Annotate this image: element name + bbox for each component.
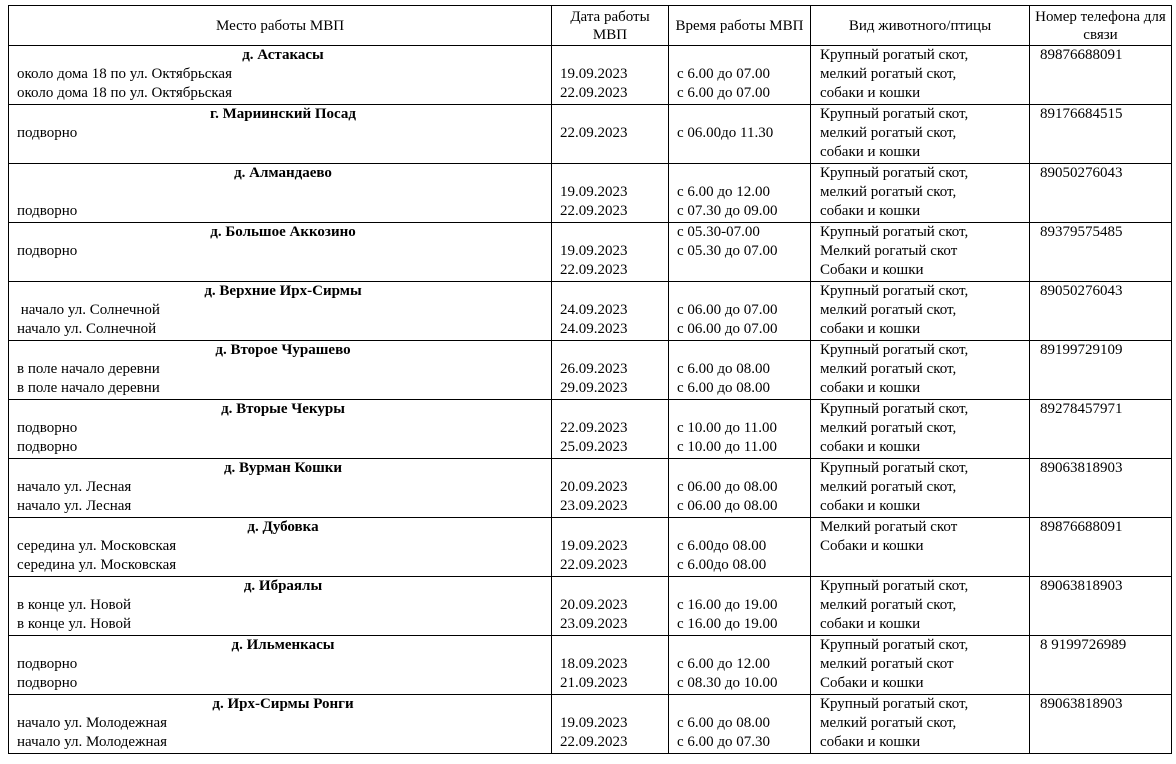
animal-line: Крупный рогатый скот, — [820, 224, 969, 240]
date-line — [560, 341, 666, 360]
phone-cell — [1030, 341, 1172, 400]
time-line — [677, 261, 808, 280]
animal-line — [820, 556, 1027, 575]
date-cell — [552, 400, 669, 459]
place-cell — [9, 695, 552, 754]
phone-number: 89876688091 — [1040, 47, 1123, 63]
place-line: начало ул. Солнечной — [17, 321, 157, 338]
phone-number: 89176684515 — [1040, 106, 1123, 122]
table-row — [9, 46, 1172, 105]
date-cell — [552, 636, 669, 695]
animal-line: Мелкий рогатый скот — [820, 519, 958, 535]
animal-cell — [811, 695, 1030, 754]
date-line: 24.09.2023 — [560, 321, 628, 338]
date-line — [560, 459, 666, 478]
table-row — [9, 459, 1172, 518]
date-line: 23.09.2023 — [560, 616, 628, 633]
animal-line: собаки и кошки — [820, 498, 921, 515]
table-row — [9, 636, 1172, 695]
animal-cell — [811, 164, 1030, 223]
header-phone: Номер телефона для связи — [1030, 6, 1172, 46]
phone-cell — [1030, 459, 1172, 518]
time-cell — [669, 695, 811, 754]
table-row — [9, 223, 1172, 282]
header-animal: Вид животного/птицы — [811, 6, 1030, 46]
time-cell — [669, 282, 811, 341]
animal-cell — [811, 223, 1030, 282]
date-line: 20.09.2023 — [560, 479, 628, 496]
time-line: с 06.00 до 07.00 — [677, 321, 778, 338]
animal-cell — [811, 341, 1030, 400]
time-cell — [669, 46, 811, 105]
time-line: с 6.00 до 12.00 — [677, 656, 771, 673]
time-line — [677, 282, 808, 301]
date-cell — [552, 341, 669, 400]
location-title: д. Ирх-Сирмы Ронги — [212, 696, 354, 712]
animal-cell — [811, 636, 1030, 695]
place-line: начало ул. Лесная — [17, 479, 132, 496]
time-line — [677, 400, 808, 419]
animal-line: Крупный рогатый скот, — [820, 460, 969, 476]
table-row — [9, 400, 1172, 459]
date-line: 18.09.2023 — [560, 656, 628, 673]
animal-line: Крупный рогатый скот, — [820, 696, 969, 712]
time-line: с 6.00 до 07.00 — [677, 85, 771, 102]
time-cell — [669, 459, 811, 518]
time-cell — [669, 223, 811, 282]
place-line: в поле начало деревни — [17, 380, 160, 397]
time-line: с 6.00до 08.00 — [677, 557, 767, 574]
time-line — [677, 105, 808, 124]
date-line: 22.09.2023 — [560, 420, 628, 437]
date-line — [560, 164, 666, 183]
time-cell — [669, 636, 811, 695]
date-line: 22.09.2023 — [560, 262, 628, 279]
phone-number: 89199729109 — [1040, 342, 1123, 358]
schedule-table — [8, 5, 1172, 754]
animal-cell — [811, 105, 1030, 164]
date-line — [560, 143, 666, 162]
date-line — [560, 282, 666, 301]
table-row — [9, 164, 1172, 223]
animal-line: мелкий рогатый скот, — [820, 125, 957, 142]
header-time: Время работы МВП — [669, 6, 811, 46]
date-line — [560, 518, 666, 537]
time-line — [677, 518, 808, 537]
time-line: с 05.30 до 07.00 — [677, 243, 778, 260]
place-line: в конце ул. Новой — [17, 616, 131, 633]
animal-line: собаки и кошки — [820, 734, 921, 751]
time-cell — [669, 341, 811, 400]
date-line: 21.09.2023 — [560, 675, 628, 692]
place-line: около дома 18 по ул. Октябрьская — [17, 85, 232, 102]
date-line — [560, 636, 666, 655]
time-cell — [669, 577, 811, 636]
date-line: 22.09.2023 — [560, 203, 628, 220]
place-line: подворно — [17, 243, 78, 260]
place-line: начало ул. Молодежная — [17, 734, 168, 751]
phone-number: 89063818903 — [1040, 460, 1123, 476]
time-line: с 08.30 до 10.00 — [677, 675, 778, 692]
time-line: с 06.00 до 08.00 — [677, 498, 778, 515]
schedule-document — [8, 5, 1171, 754]
place-line: подворно — [17, 125, 78, 142]
date-line — [560, 695, 666, 714]
time-line — [677, 46, 808, 65]
animal-line: Крупный рогатый скот, — [820, 578, 969, 594]
time-line — [677, 459, 808, 478]
animal-line: мелкий рогатый скот — [820, 656, 954, 673]
date-cell — [552, 105, 669, 164]
place-line: подворно — [17, 420, 78, 437]
date-cell — [552, 223, 669, 282]
place-cell — [9, 223, 552, 282]
animal-line: Крупный рогатый скот, — [820, 47, 969, 63]
date-cell — [552, 164, 669, 223]
date-line: 19.09.2023 — [560, 243, 628, 260]
time-line — [677, 636, 808, 655]
place-cell — [9, 105, 552, 164]
place-line: около дома 18 по ул. Октябрьская — [17, 66, 232, 83]
place-line: в конце ул. Новой — [17, 597, 131, 614]
date-line: 19.09.2023 — [560, 538, 628, 555]
animal-line: Крупный рогатый скот, — [820, 342, 969, 358]
time-cell — [669, 164, 811, 223]
date-cell — [552, 282, 669, 341]
table-row — [9, 695, 1172, 754]
date-line: 25.09.2023 — [560, 439, 628, 456]
location-title: д. Алмандаево — [234, 165, 332, 181]
place-cell — [9, 282, 552, 341]
animal-line: мелкий рогатый скот, — [820, 479, 957, 496]
animal-line: Крупный рогатый скот, — [820, 165, 969, 181]
animal-cell — [811, 459, 1030, 518]
time-line: с 6.00 до 12.00 — [677, 184, 771, 201]
time-line: с 6.00 до 08.00 — [677, 361, 771, 378]
date-cell — [552, 695, 669, 754]
location-title: д. Вурман Кошки — [223, 460, 343, 476]
place-line: подворно — [17, 439, 78, 456]
date-line: 29.09.2023 — [560, 380, 628, 397]
animal-cell — [811, 400, 1030, 459]
header-row — [9, 6, 1172, 46]
date-line: 22.09.2023 — [560, 125, 628, 142]
table-row — [9, 341, 1172, 400]
animal-line: Крупный рогатый скот, — [820, 283, 969, 299]
time-line — [677, 695, 808, 714]
phone-number: 89050276043 — [1040, 165, 1123, 181]
phone-cell — [1030, 105, 1172, 164]
time-line: с 6.00 до 08.00 — [677, 380, 771, 397]
phone-number: 8 9199726989 — [1040, 637, 1127, 653]
date-cell — [552, 459, 669, 518]
location-title: д. Вторые Чекуры — [221, 401, 345, 417]
time-line: с 07.30 до 09.00 — [677, 203, 778, 220]
animal-line: собаки и кошки — [820, 85, 921, 102]
place-cell — [9, 636, 552, 695]
time-line — [677, 577, 808, 596]
time-cell — [669, 105, 811, 164]
date-line: 23.09.2023 — [560, 498, 628, 515]
time-line: с 16.00 до 19.00 — [677, 616, 778, 633]
time-line: с 6.00 до 07.30 — [677, 734, 771, 751]
date-line — [560, 400, 666, 419]
location-title: д. Ильменкасы — [231, 637, 335, 653]
place-line: подворно — [17, 675, 78, 692]
animal-line: мелкий рогатый скот, — [820, 715, 957, 732]
table-row — [9, 105, 1172, 164]
place-cell — [9, 46, 552, 105]
date-line — [560, 577, 666, 596]
phone-cell — [1030, 46, 1172, 105]
time-line: с 06.00 до 08.00 — [677, 479, 778, 496]
date-line — [560, 105, 666, 124]
date-line: 20.09.2023 — [560, 597, 628, 614]
place-line — [17, 261, 549, 280]
animal-line: Собаки и кошки — [820, 262, 924, 279]
phone-cell — [1030, 164, 1172, 223]
time-cell — [669, 518, 811, 577]
time-line: с 16.00 до 19.00 — [677, 597, 778, 614]
animal-line: собаки и кошки — [820, 321, 921, 338]
phone-cell — [1030, 695, 1172, 754]
animal-line: Собаки и кошки — [820, 538, 924, 555]
phone-number: 89050276043 — [1040, 283, 1123, 299]
animal-line: Крупный рогатый скот, — [820, 637, 969, 653]
location-title: д. Дубовка — [247, 519, 319, 535]
place-cell — [9, 518, 552, 577]
place-line: подворно — [17, 203, 78, 220]
date-line: 19.09.2023 — [560, 184, 628, 201]
date-line: 22.09.2023 — [560, 734, 628, 751]
phone-cell — [1030, 223, 1172, 282]
time-line: с 06.00до 11.30 — [677, 125, 774, 142]
time-line: с 6.00 до 07.00 — [677, 66, 771, 83]
animal-line: Мелкий рогатый скот — [820, 243, 958, 260]
phone-number: 89379575485 — [1040, 224, 1123, 240]
date-line: 22.09.2023 — [560, 557, 628, 574]
time-line: с 10.00 до 11.00 — [677, 420, 777, 437]
date-line: 22.09.2023 — [560, 85, 628, 102]
phone-number: 89063818903 — [1040, 578, 1123, 594]
animal-line: собаки и кошки — [820, 203, 921, 220]
table-row — [9, 577, 1172, 636]
time-line: с 10.00 до 11.00 — [677, 439, 777, 456]
time-line: с 6.00 до 08.00 — [677, 715, 771, 732]
animal-line: собаки и кошки — [820, 144, 921, 161]
time-cell — [669, 400, 811, 459]
phone-cell — [1030, 577, 1172, 636]
date-cell — [552, 46, 669, 105]
place-line: начало ул. Лесная — [17, 498, 132, 515]
phone-cell — [1030, 400, 1172, 459]
phone-number: 89278457971 — [1040, 401, 1123, 417]
animal-line: Собаки и кошки — [820, 675, 924, 692]
phone-cell — [1030, 282, 1172, 341]
date-line: 19.09.2023 — [560, 715, 628, 732]
location-title: д. Ибраялы — [243, 578, 323, 594]
time-line — [677, 164, 808, 183]
phone-cell — [1030, 636, 1172, 695]
place-line: в поле начало деревни — [17, 361, 160, 378]
animal-line: мелкий рогатый скот, — [820, 302, 957, 319]
location-title: д. Большое Аккозино — [210, 224, 356, 240]
time-line — [677, 341, 808, 360]
place-cell — [9, 459, 552, 518]
place-line — [17, 183, 549, 202]
date-line — [560, 46, 666, 65]
place-line: начало ул. Молодежная — [17, 715, 168, 732]
animal-line: собаки и кошки — [820, 439, 921, 456]
place-cell — [9, 341, 552, 400]
animal-line: мелкий рогатый скот, — [820, 597, 957, 614]
time-line: с 06.00 до 07.00 — [677, 302, 778, 319]
location-title: д. Астакасы — [242, 47, 324, 63]
place-line — [17, 143, 549, 162]
animal-cell — [811, 46, 1030, 105]
place-line: середина ул. Московская — [17, 557, 177, 574]
phone-cell — [1030, 518, 1172, 577]
date-cell — [552, 577, 669, 636]
animal-line: Крупный рогатый скот, — [820, 106, 969, 122]
place-cell — [9, 400, 552, 459]
time-line: с 6.00до 08.00 — [677, 538, 767, 555]
animal-line: мелкий рогатый скот, — [820, 420, 957, 437]
animal-line: мелкий рогатый скот, — [820, 361, 957, 378]
table-row — [9, 282, 1172, 341]
animal-line: Крупный рогатый скот, — [820, 401, 969, 417]
date-line: 26.09.2023 — [560, 361, 628, 378]
place-cell — [9, 577, 552, 636]
animal-line: собаки и кошки — [820, 616, 921, 633]
location-title: д. Второе Чурашево — [215, 342, 351, 358]
location-title: д. Верхние Ирх-Сирмы — [204, 283, 362, 299]
date-line: 19.09.2023 — [560, 66, 628, 83]
date-line: 24.09.2023 — [560, 302, 628, 319]
place-line: середина ул. Московская — [17, 538, 177, 555]
animal-cell — [811, 518, 1030, 577]
date-cell — [552, 518, 669, 577]
date-line — [560, 223, 666, 242]
header-place: Место работы МВП — [9, 6, 552, 46]
place-line: подворно — [17, 656, 78, 673]
place-cell — [9, 164, 552, 223]
header-date: Дата работы МВП — [552, 6, 669, 46]
animal-line: мелкий рогатый скот, — [820, 184, 957, 201]
animal-cell — [811, 577, 1030, 636]
location-title: г. Мариинский Посад — [210, 106, 356, 122]
animal-line: собаки и кошки — [820, 380, 921, 397]
time-line: с 05.30-07.00 — [677, 224, 760, 240]
place-line: начало ул. Солнечной — [17, 302, 160, 319]
animal-line: мелкий рогатый скот, — [820, 66, 957, 83]
phone-number: 89063818903 — [1040, 696, 1123, 712]
time-line — [677, 143, 808, 162]
table-row — [9, 518, 1172, 577]
phone-number: 89876688091 — [1040, 519, 1123, 535]
animal-cell — [811, 282, 1030, 341]
